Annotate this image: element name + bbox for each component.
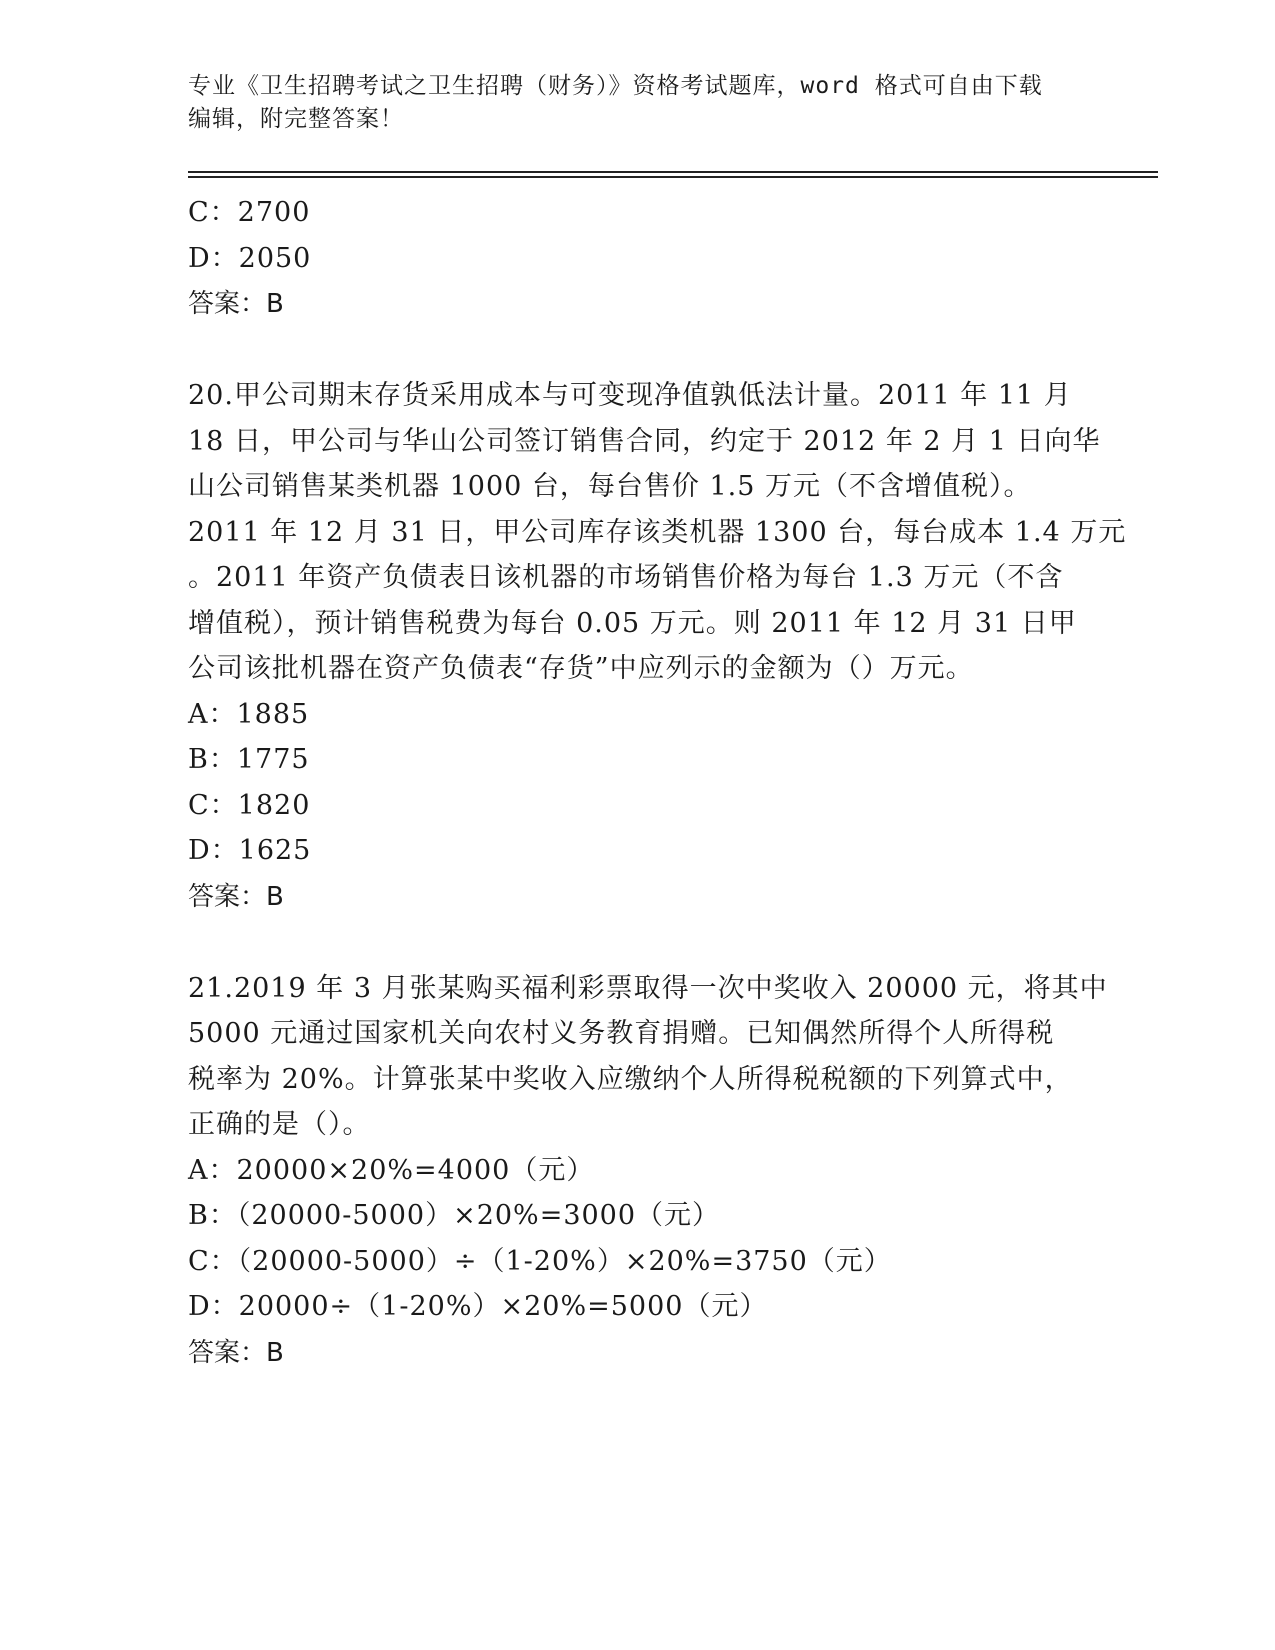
option-a: A：20000×20%=4000（元）	[188, 1154, 595, 1186]
option-b: B：1775	[188, 744, 310, 775]
previous-question-tail	[188, 190, 1088, 327]
question-text-line: 正确的是（）。	[188, 1109, 371, 1140]
question-text-line: 2011 年 12 月 31 日，甲公司库存该类机器 1300 台，每台成本 1.4 万元	[188, 516, 1127, 548]
question-text-line: 21.2019 年 3 月张某购买福利彩票取得一次中奖收入 20000 元，将其中	[188, 972, 1108, 1004]
question-text-line: 山公司销售某类机器 1000 台，每台售价 1.5 万元（不含增值税）。	[188, 471, 1032, 502]
answer-line: 答案：B	[188, 881, 284, 912]
header-rule-top	[188, 171, 1158, 173]
option-c: C：（20000-5000）÷（1-20%）×20%=3750（元）	[188, 1245, 892, 1277]
document-header	[188, 70, 1088, 136]
header-line-2: 编辑，附完整答案！	[188, 106, 404, 132]
question-text-line: 公司该批机器在资产负债表“存货”中应列示的金额为（）万元。	[188, 653, 974, 684]
question-text-line: 税率为 20%。计算张某中奖收入应缴纳个人所得税税额的下列算式中，	[188, 1063, 1073, 1095]
option-d: D：2050	[188, 242, 312, 274]
question-20	[188, 373, 1127, 920]
option-a: A：1885	[188, 698, 310, 730]
answer-line: 答案：B	[188, 1337, 284, 1368]
answer-line: 答案：B	[188, 289, 284, 319]
question-text-line: 18 日，甲公司与华山公司签订销售合同，约定于 2012 年 2 月 1 日向华	[188, 425, 1101, 457]
question-text-line: 增值税），预计销售税费为每台 0.05 万元。则 2011 年 12 月 31 日甲	[188, 607, 1077, 639]
question-21	[188, 966, 1108, 1376]
option-d: D：1625	[188, 835, 312, 866]
option-b: B：（20000-5000）×20%=3000（元）	[188, 1200, 721, 1231]
question-text-line: 5000 元通过国家机关向农村义务教育捐赠。已知偶然所得个人所得税	[188, 1018, 1055, 1049]
question-text-line: 。2011 年资产负债表日该机器的市场销售价格为每台 1.3 万元（不含	[188, 562, 1064, 593]
document-body	[188, 190, 1127, 1376]
option-d: D：20000÷（1-20%）×20%=5000（元）	[188, 1291, 768, 1322]
header-rule-bottom	[188, 176, 1158, 178]
option-c: C：1820	[188, 789, 311, 821]
question-text-line: 20.甲公司期末存货采用成本与可变现净值孰低法计量。2011 年 11 月	[188, 380, 1072, 411]
header-line-1: 专业《卫生招聘考试之卫生招聘（财务）》资格考试题库，word 格式可自由下载	[188, 73, 1043, 99]
option-c: C：2700	[188, 197, 311, 228]
